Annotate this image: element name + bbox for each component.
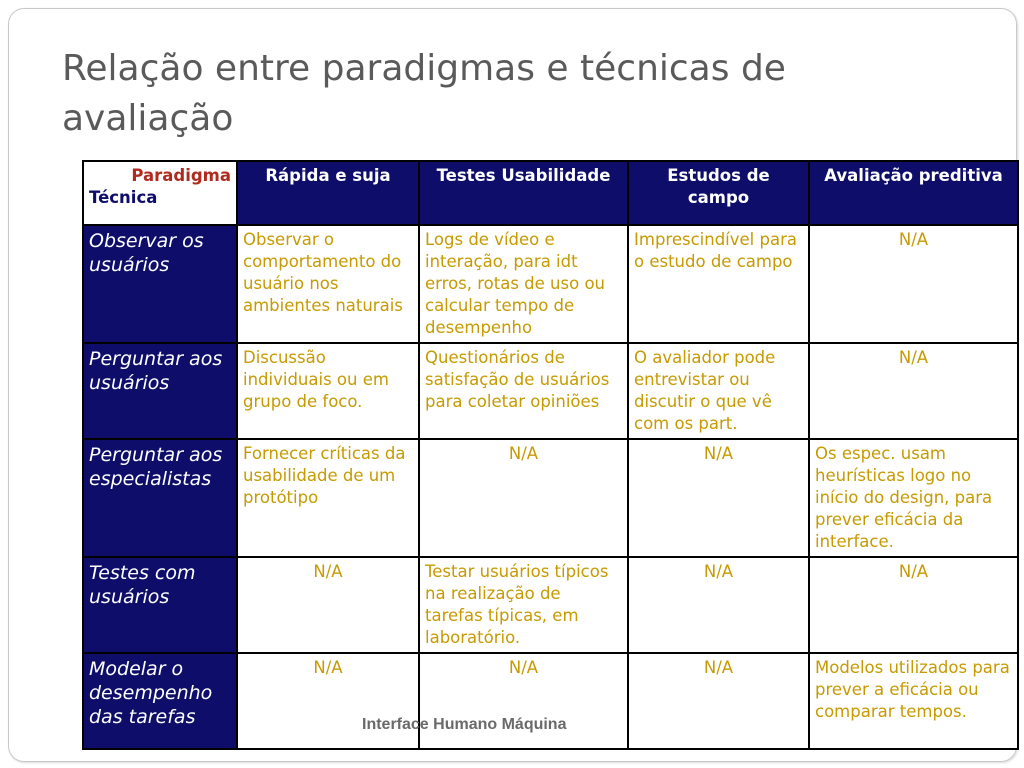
table-cell: N/A (809, 557, 1018, 653)
table-cell: N/A (628, 439, 809, 557)
row-header-perguntar-especialistas: Perguntar aos especialistas (83, 439, 237, 557)
evaluation-table (82, 160, 1019, 750)
table-cell: Testar usuários típicos na realização de tarefas típicas, em laboratório. (419, 557, 628, 653)
column-header-estudos-de-campo: Estudos de campo (628, 161, 809, 225)
slide-title: Relação entre paradigmas e técnicas de avaliação (62, 48, 786, 139)
corner-paradigm-label: Paradigma (131, 166, 231, 185)
row-header-observar: Observar os usuários (83, 225, 237, 343)
column-header-testes-usabilidade: Testes Usabilidade (419, 161, 628, 225)
table-cell: N/A (628, 557, 809, 653)
corner-technique-label: Técnica (89, 188, 158, 207)
row-header-testes-usuarios: Testes com usuários (83, 557, 237, 653)
table-cell: Logs de vídeo e interação, para idt erros, rotas de uso ou calcular tempo de desempenho (419, 225, 628, 343)
table-row (83, 653, 1018, 749)
table-cell: Os espec. usam heurísticas logo no início do design, para prever eficácia da interface. (809, 439, 1018, 557)
table-cell: N/A (237, 557, 419, 653)
table-cell: N/A (809, 225, 1018, 343)
table-cell: Discussão individuais ou em grupo de foco. (237, 343, 419, 439)
corner-header (83, 161, 237, 225)
table-cell: O avaliador pode entrevistar ou discutir o que vê com os part. (628, 343, 809, 439)
table-row (83, 343, 1018, 439)
table-header-row (83, 161, 1018, 225)
table-row (83, 557, 1018, 653)
table-cell: Questionários de satisfação de usuários para coletar opiniões (419, 343, 628, 439)
table-cell: N/A (628, 653, 809, 749)
column-header-rapida-e-suja: Rápida e suja (237, 161, 419, 225)
column-header-avaliacao-preditiva: Avaliação preditiva (809, 161, 1018, 225)
table-cell: Fornecer críticas da usabilidade de um protótipo (237, 439, 419, 557)
footer-course-name: Interface Humano Máquina (362, 716, 567, 733)
row-header-modelar-desempenho: Modelar o desempenho das tarefas (83, 653, 237, 749)
table-cell: N/A (419, 439, 628, 557)
table-cell: N/A (419, 653, 628, 749)
table-row (83, 225, 1018, 343)
table-cell: N/A (809, 343, 1018, 439)
row-header-perguntar-usuarios: Perguntar aos usuários (83, 343, 237, 439)
table-cell: N/A (237, 653, 419, 749)
table-cell: Imprescindível para o estudo de campo (628, 225, 809, 343)
table-cell: Observar o comportamento do usuário nos ambientes naturais (237, 225, 419, 343)
table-row (83, 439, 1018, 557)
table-cell: Modelos utilizados para prever a eficácia ou comparar tempos. (809, 653, 1018, 749)
